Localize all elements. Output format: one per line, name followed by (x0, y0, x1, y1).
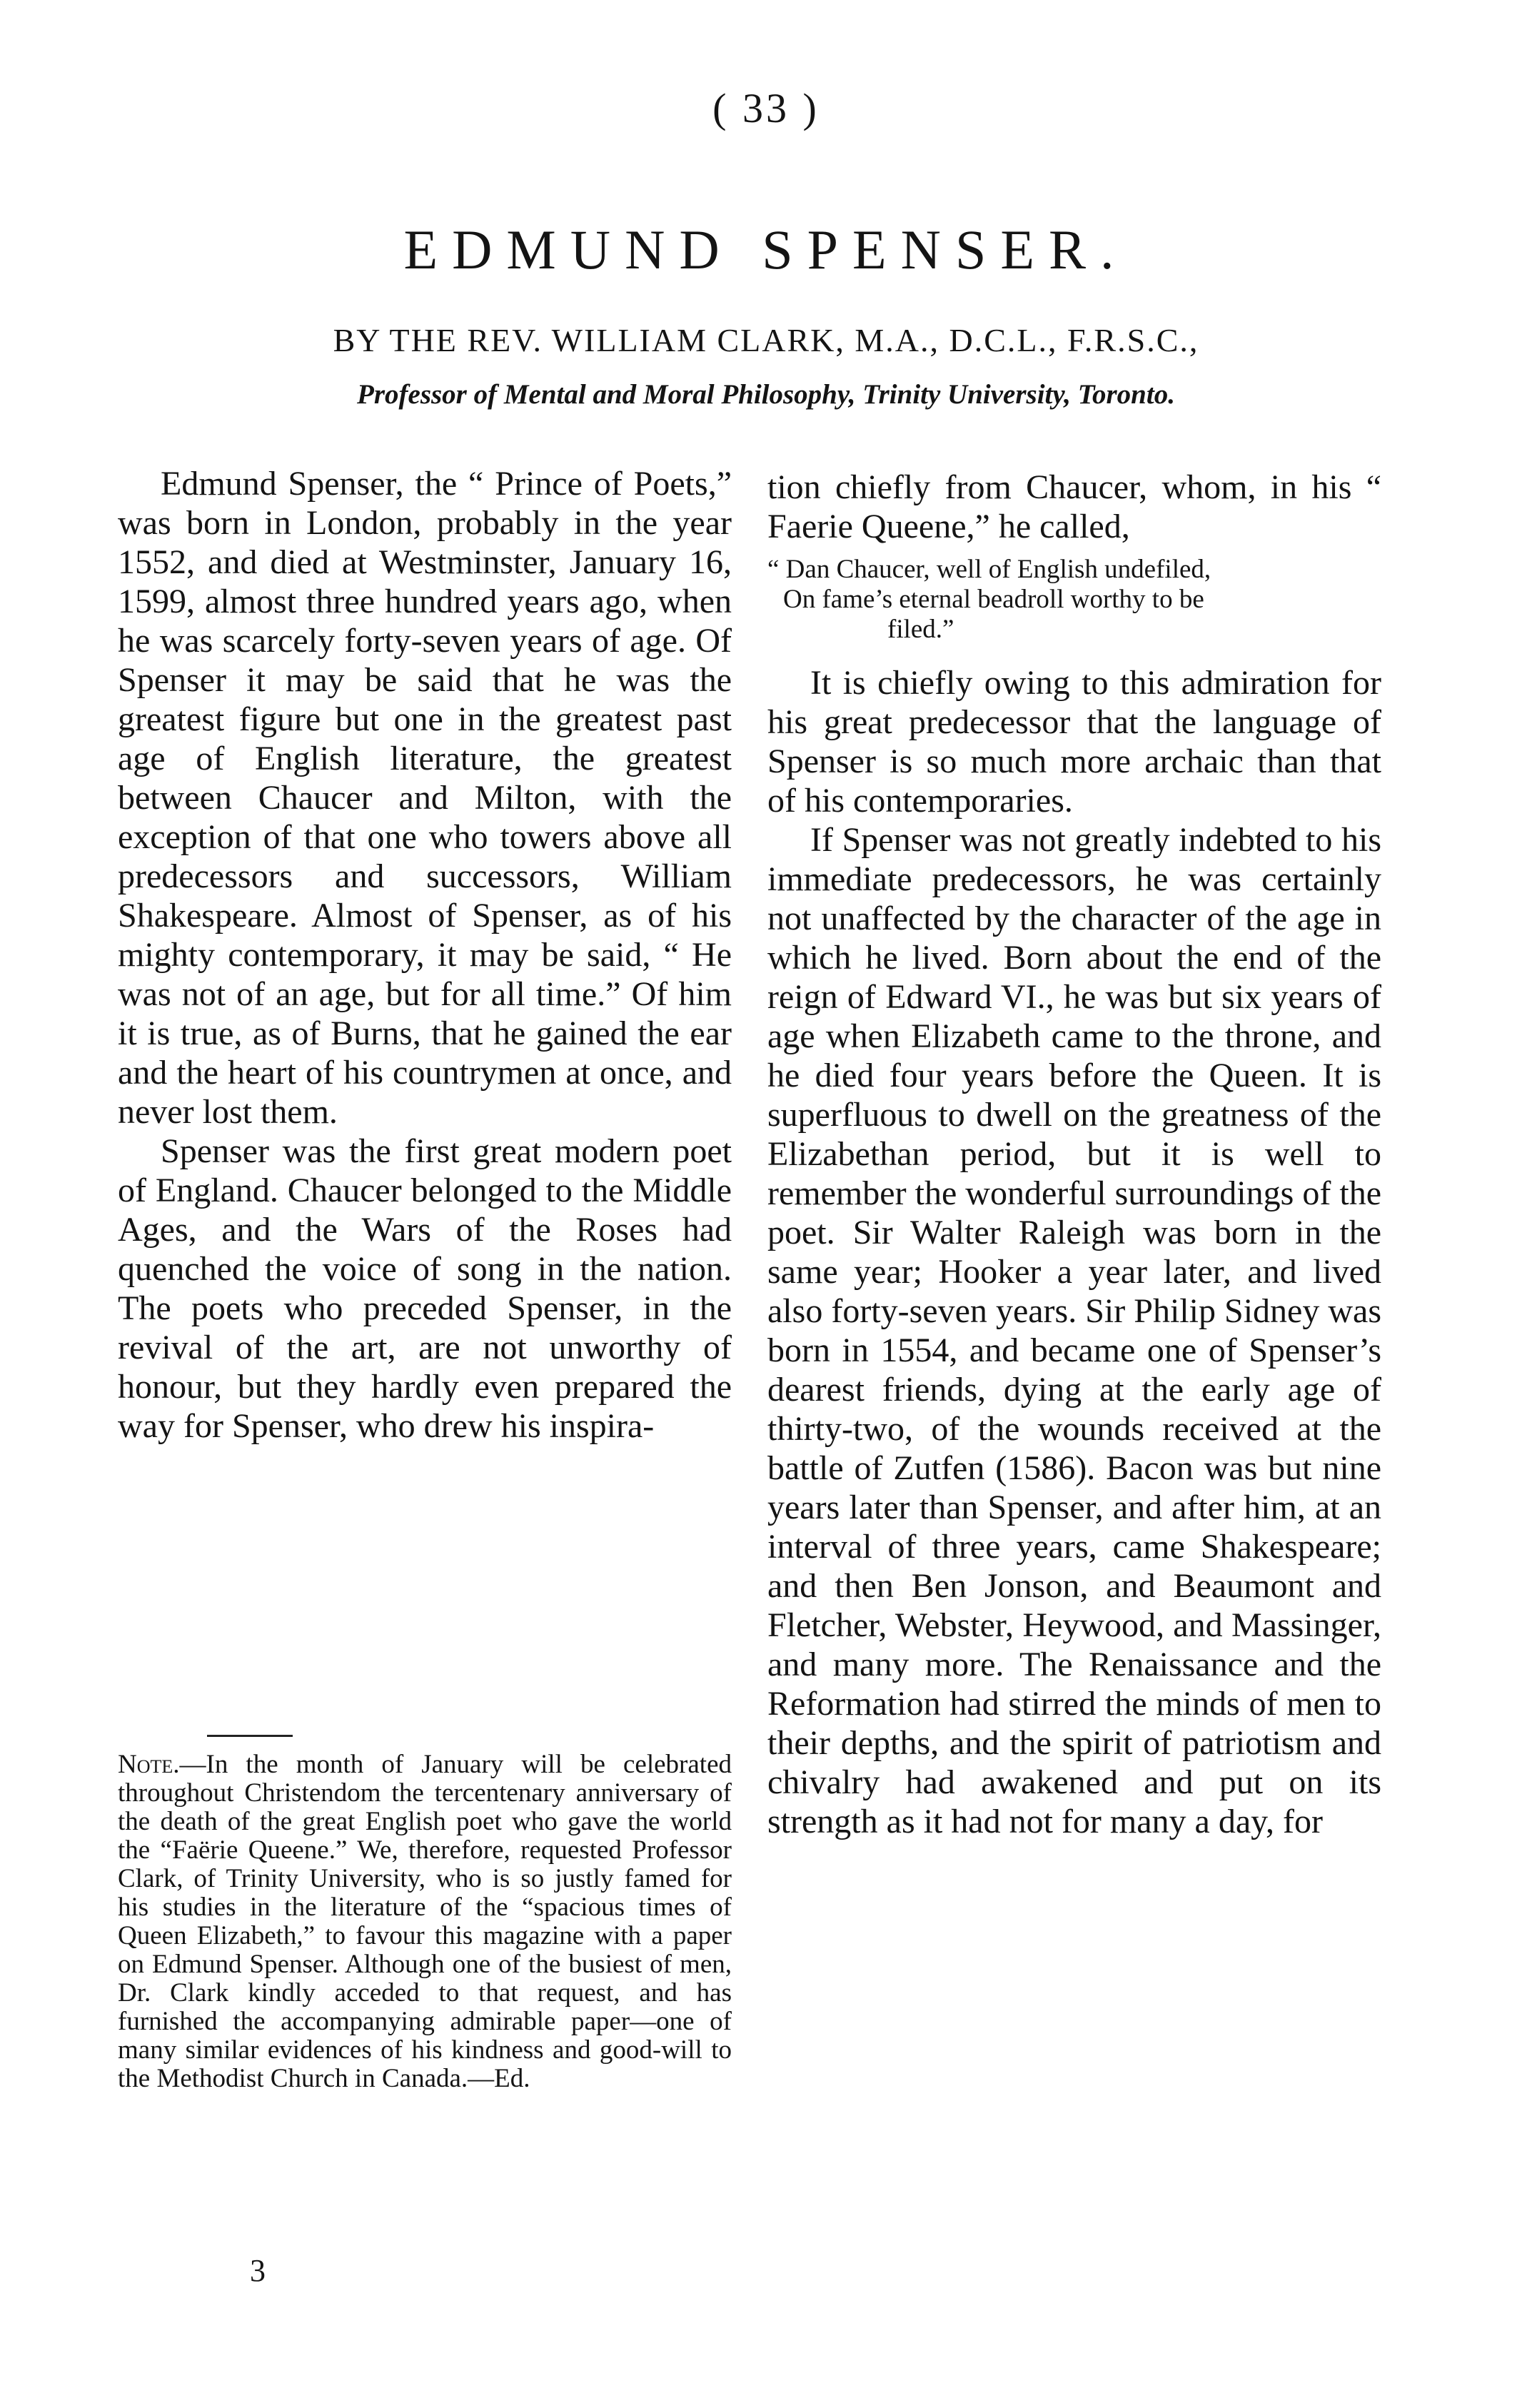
verse-quote (767, 555, 1381, 645)
footnote-divider (207, 1735, 293, 1737)
footnote (118, 1750, 732, 2093)
article-title: EDMUND SPENSER. (403, 218, 1129, 281)
footnote-text: —In the month of January will be celebrated throughout Christendom the tercentenary anniversary of the death of the great English poet who gave the world the “Faërie Queene.” We, therefore, requested Professor Clark, of Trinity University, who is so justly famed for his studies in the literature of the “spacious times of Queen Elizabeth,” to favour this magazine with a paper on Edmund Spenser. Although one of the busiest of men, Dr. Clark kindly acceded to that request, and has furnished the accompanying admirable paper—one of many similar evidences of his kindness and good-will to the Methodist Church in Canada.—Ed. (118, 1750, 732, 2093)
quote-line: “ Dan Chaucer, well of English undefiled, (767, 555, 1211, 584)
footnote-label: Note. (118, 1750, 180, 1779)
body-paragraph: If Spenser was not greatly indebted to his immediate predecessors, he was certainly not unaffected by the character of the age in which he lived. Born about the end of the reign of Edward VI., he was but six years of age when Elizabeth came to the throne, and he died four years before the Queen. It is superfluous to dwell on the greatness of the Elizabethan period, but it is well to remember the wonderful surroundings of the poet. Sir Walter Raleigh was born in the same year; Hooker a year later, and lived also forty-seven years. Sir Philip Sidney was born in 1554, and became one of Spenser’s dearest friends, dying at the early age of thirty-two, of the wounds received at the battle of Zutfen (1586). Bacon was but nine years later than Spenser, and after him, at an interval of three years, came Shakespeare; and then Ben Jonson, and Beaumont and Fletcher, Webster, Heywood, and Massinger, and many more. The Renaissance and the Reformation had stirred the minds of men to their depths, and the spirit of patriotism and chivalry had awakened and put on its strength as it had not for many a day, for (767, 821, 1381, 1840)
left-column (118, 464, 732, 1446)
quote-line: filed.” (887, 615, 954, 644)
author-affiliation: Professor of Mental and Moral Philosophy, Trinity University, Toronto. (357, 379, 1175, 410)
quote-line: On fame’s eternal beadroll worthy to be (783, 585, 1204, 614)
right-column (767, 468, 1381, 1841)
continued-paragraph: tion chiefly from Chaucer, whom, in his “ Faerie Queene,” he called, (767, 468, 1381, 545)
body-paragraph: It is chiefly owing to this admiration for his great predecessor that the language of Spenser is so much more archaic than that of his contemporaries. (767, 664, 1381, 820)
signature-mark: 3 (250, 2253, 266, 2288)
author-byline: BY THE REV. WILLIAM CLARK, M.A., D.C.L., F.R.S.C., (333, 322, 1199, 358)
page-number: ( 33 ) (712, 85, 820, 131)
body-paragraph: Edmund Spenser, the “ Prince of Poets,” was born in London, probably in the year 1552, and died at Westminster, January 16, 1599, almost three hundred years ago, when he was scarcely forty-seven years of age. Of Spenser it may be said that he was the greatest figure but one in the greatest past age of English literature, the greatest between Chaucer and Milton, with the exception of that one who towers above all predecessors and successors, William Shakespeare. Almost of Spenser, as of his mighty contemporary, it may be said, “ He was not of an age, but for all time.” Of him it is true, as of Burns, that he gained the ear and the heart of his countrymen at once, and never lost them. (118, 465, 732, 1131)
body-paragraph: Spenser was the first great modern poet of England. Chaucer belonged to the Middle Ages, and the Wars of the Roses had quenched the voice of song in the nation. The poets who preceded Spenser, in the revival of the art, are not unworthy of honour, but they hardly even prepared the way for Spenser, who drew his inspira- (118, 1132, 732, 1445)
